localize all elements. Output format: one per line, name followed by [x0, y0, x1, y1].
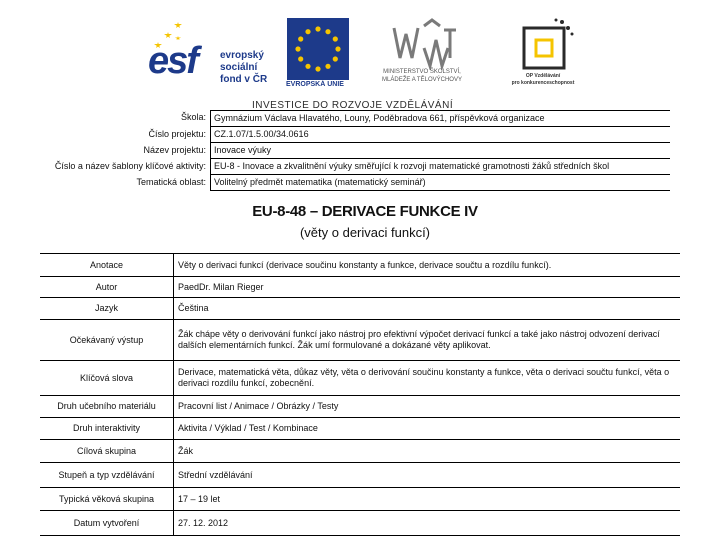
info-row-template [50, 159, 670, 175]
meta-row-created-date [40, 511, 680, 536]
metadata-table [40, 253, 680, 536]
meta-value: PaedDr. Milan Rieger [173, 277, 680, 297]
meta-value: Derivace, matematická věta, důkaz věty, věta o derivování součinu konstanty a funkce, věta o derivaci součtu funkcí, věta o derivaci rozdílu funkcí, zobecnění. [173, 361, 680, 395]
eu-star [335, 46, 340, 51]
meta-label: Anotace [89, 259, 124, 270]
eu-star [333, 56, 338, 61]
meta-label: Stupeň a typ vzdělávání [58, 469, 155, 480]
investment-tagline: INVESTICE DO ROZVOJE VZDĚLÁVÁNÍ [252, 100, 454, 111]
eu-star [333, 36, 338, 41]
meta-row-education-level [40, 463, 680, 488]
eu-star [315, 26, 320, 31]
meta-value: Střední vzdělávání [173, 463, 680, 487]
document-subtitle: (věty o derivaci funkcí) [299, 225, 431, 240]
info-value: Inovace výuky [210, 143, 670, 159]
meta-label: Typická věková skupina [58, 493, 155, 504]
eu-star [325, 64, 330, 69]
info-value: Volitelný předmět matematika (matematický seminář) [210, 175, 670, 191]
info-label: Škola: [180, 112, 206, 122]
meta-label: Druh učebního materiálu [57, 401, 156, 411]
meta-value: 27. 12. 2012 [173, 511, 680, 535]
meta-row-keywords [40, 361, 680, 396]
meta-value: Věty o derivaci funkcí (derivace součinu konstanty a funkce, derivace součtu a rozdílu funkcí). [173, 254, 680, 276]
meta-row-target-group [40, 440, 680, 463]
msmt-logo-icon [390, 18, 460, 70]
meta-label: Datum vytvoření [73, 517, 140, 528]
eu-star [295, 46, 300, 51]
meta-value: Pracovní list / Animace / Obrázky / Testy [173, 396, 680, 417]
eu-star [325, 29, 330, 34]
op-caption: OP Vzdělávání pro konkurenceschopnost [511, 73, 575, 86]
meta-label: Cílová skupina [76, 445, 137, 456]
esf-logo-text: esf [148, 40, 197, 82]
info-row-thematic-area [50, 175, 670, 191]
eu-star [315, 66, 320, 71]
meta-value: 17 – 19 let [173, 488, 680, 510]
info-value: CZ.1.07/1.5.00/34.0616 [210, 127, 670, 143]
document-title: EU-8-48 – DERIVACE FUNKCE IV [252, 203, 478, 220]
msmt-caption: MINISTERSTVO ŠKOLSTVÍ, MLÁDEŽE A TĚLOVÝCHOVY [382, 69, 462, 83]
info-value: Gymnázium Václava Hlavatého, Louny, Poděbradova 661, příspěvková organizace [210, 110, 670, 127]
school-info-table [50, 110, 670, 191]
meta-row-material-type [40, 396, 680, 418]
eu-emblem-icon [287, 18, 349, 80]
meta-row-expected-output [40, 320, 680, 361]
info-row-school [50, 110, 670, 127]
meta-value: Žák [173, 440, 680, 462]
eu-star [298, 56, 303, 61]
meta-label: Druh interaktivity [72, 423, 141, 433]
meta-label: Klíčová slova [79, 372, 134, 383]
logo-banner [140, 10, 580, 111]
eu-star [305, 29, 310, 34]
info-label: Číslo projektu: [148, 129, 206, 139]
eu-star [298, 36, 303, 41]
meta-row-annotation [40, 253, 680, 277]
info-label: Číslo a název šablony klíčové aktivity: [54, 161, 206, 171]
info-value: EU-8 - Inovace a zkvalitnění výuky směřující k rozvoji matematické gramotnosti žáků středních škol [210, 159, 670, 175]
eu-star [305, 64, 310, 69]
meta-row-interactivity [40, 418, 680, 440]
eu-caption: EVROPSKÁ UNIE [286, 81, 344, 88]
meta-label: Autor [95, 281, 118, 292]
esf-caption: evropský sociální fond v ČR [220, 50, 268, 85]
meta-row-language [40, 298, 680, 320]
info-label: Název projektu: [143, 145, 206, 155]
meta-label: Jazyk [94, 303, 118, 313]
meta-value: Aktivita / Výklad / Test / Kombinace [173, 418, 680, 439]
info-row-project-name [50, 143, 670, 159]
meta-row-author [40, 277, 680, 298]
info-row-project-number [50, 127, 670, 143]
meta-label: Očekávaný výstup [69, 334, 144, 345]
meta-value: Žák chápe věty o derivování funkcí jako nástroj pro efektivní výpočet derivací funkcí a také jako nástroj odvození derivací dalších elementárních funkcí. Žák umí formulované a dokázané věty aplikovat. [173, 320, 680, 360]
op-logo-icon [516, 16, 576, 72]
meta-row-age-group [40, 488, 680, 511]
info-label: Tematická oblast: [136, 177, 206, 187]
meta-value: Čeština [173, 298, 680, 319]
